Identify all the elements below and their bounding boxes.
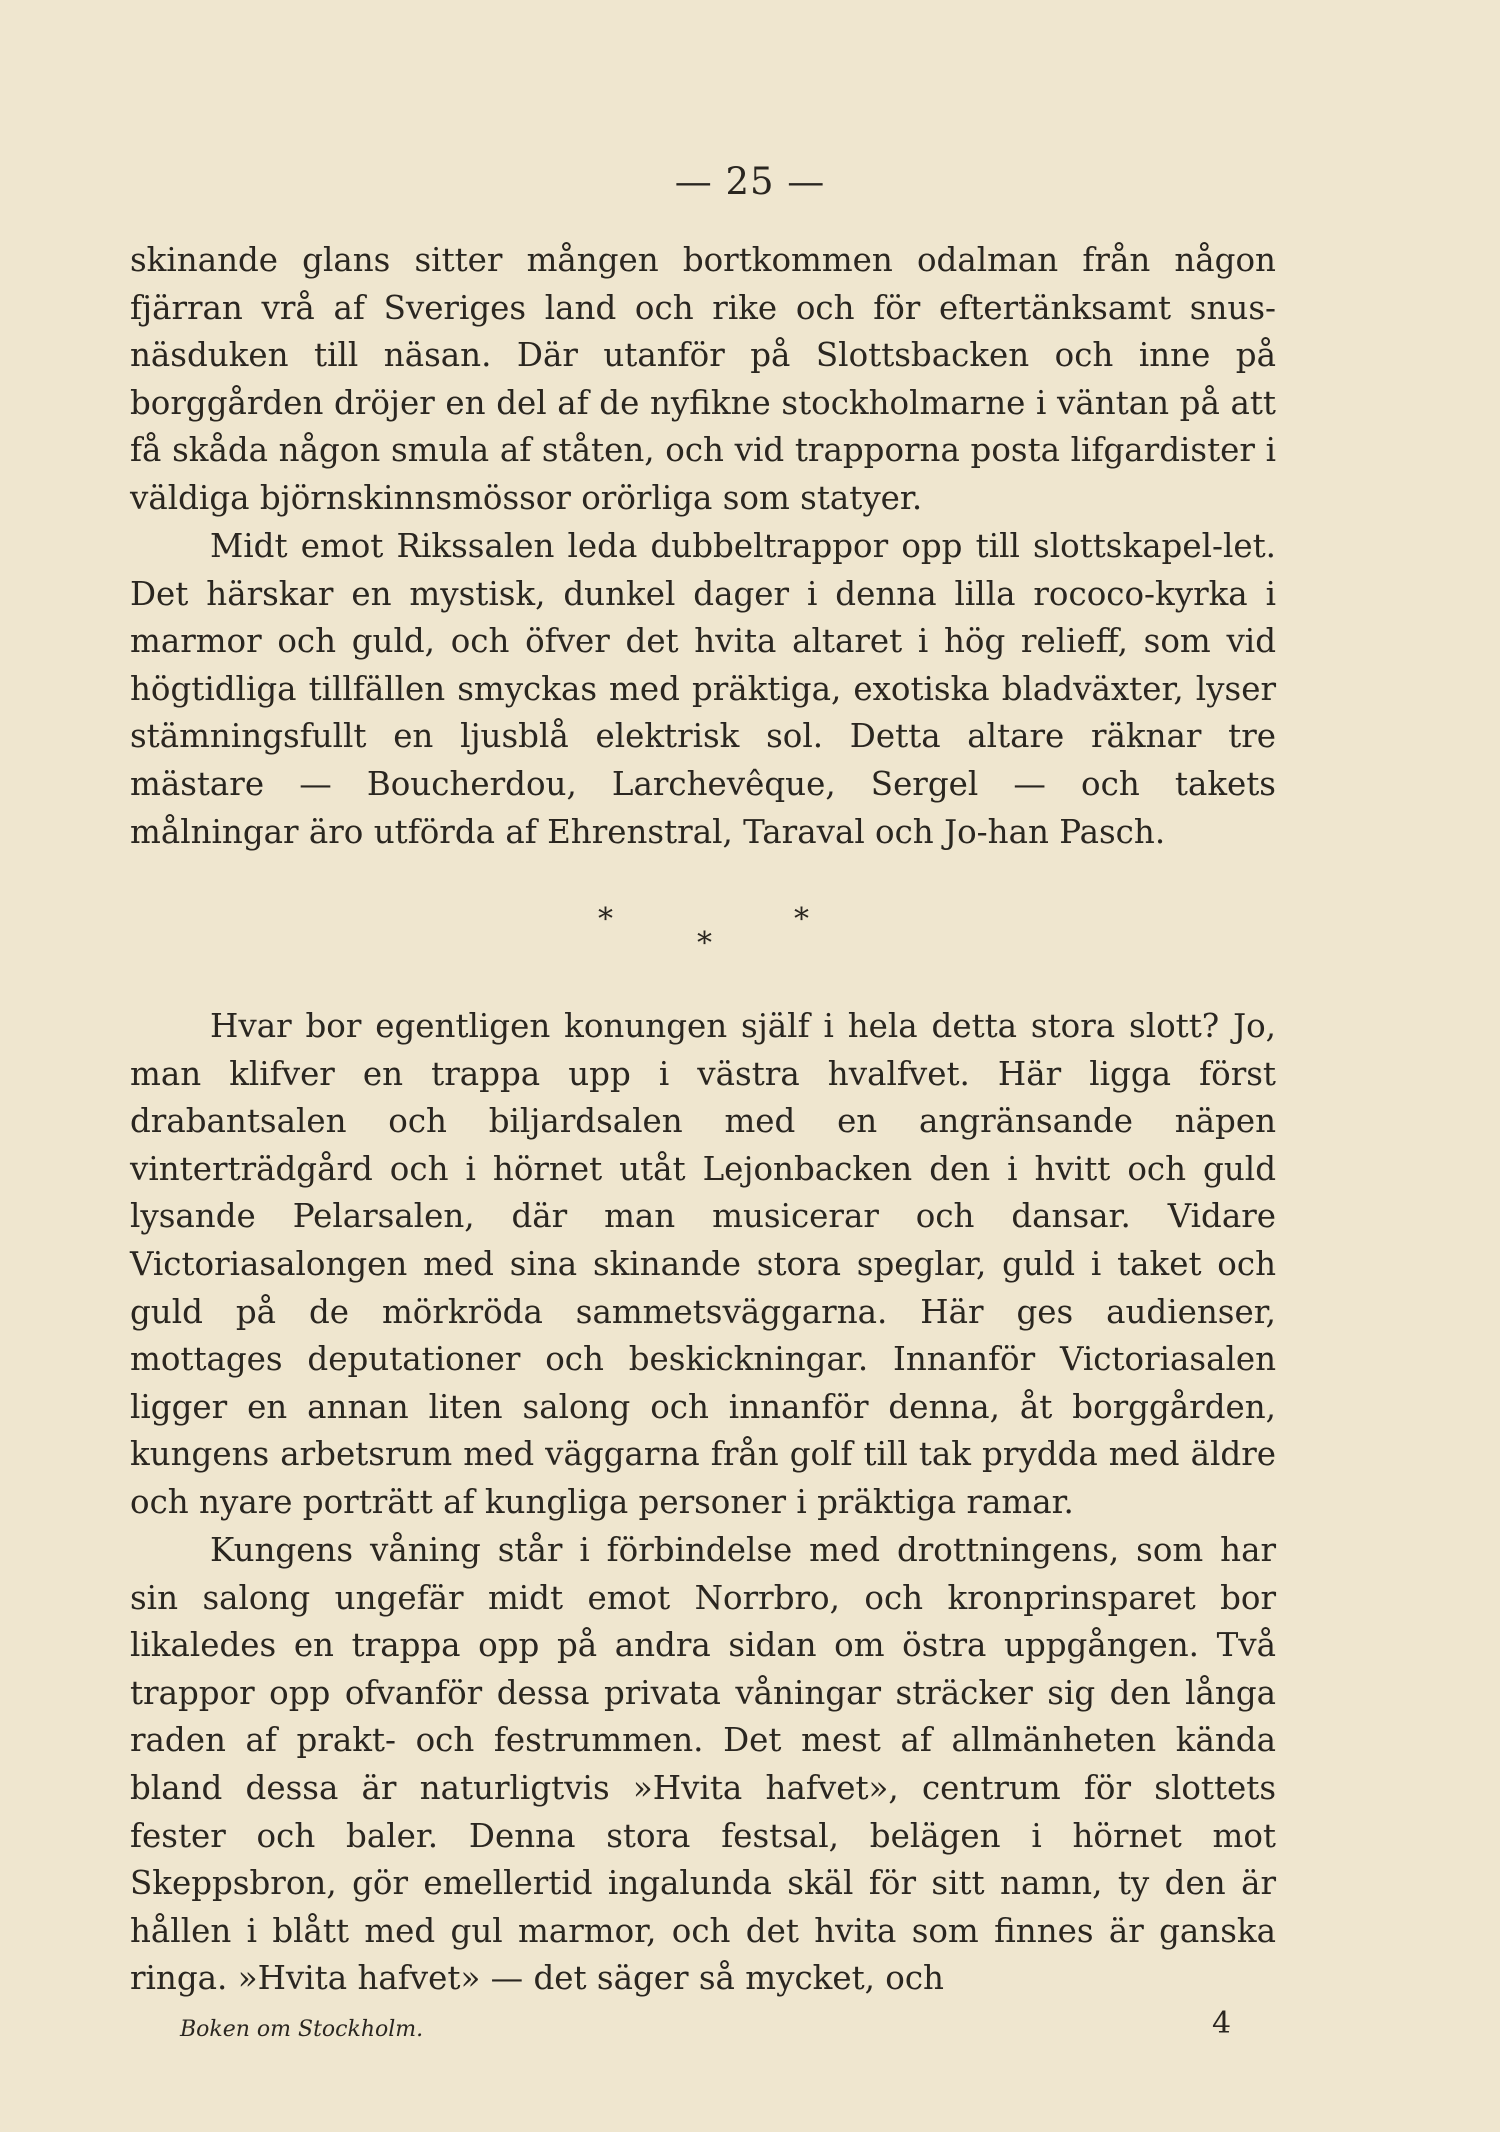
paragraph-text: Midt emot Rikssalen leda dubbeltrappor opp till slottskapel-let. Det härskar en mystisk, dunkel dager i denna lilla rococo-kyrka i marmor och guld, och öfver det hvita altaret i hög relieff, som vid högtidliga tillfällen smyckas med präktiga, exotiska bladväxter, lyser stämningsfullt en ljusblå elektrisk sol. Detta altare räknar tre mästare — Boucherdou, Larchevêque, Sergel — och takets målningar äro utförda af Ehrenstral, Taraval och Jo-han Pasch. (130, 527, 1276, 851)
paragraph-4 (130, 1527, 1276, 2003)
paragraph-1 (130, 237, 1276, 523)
signature-number: 4 (1212, 2006, 1232, 2041)
paragraph-3 (130, 1003, 1276, 1527)
divider-star-left: * (598, 902, 613, 937)
paragraph-text: Hvar bor egentligen konungen själf i hela detta stora slott? Jo, man klifver en trappa upp i västra hvalfvet. Här ligga först drabantsalen och biljardsalen med en angränsande näpen vinterträdgård och i hörnet utåt Lejonbacken den i hvitt och guld lysande Pelarsalen, där man musicerar och dansar. Vidare Victoriasalongen med sina skinande stora speglar, guld i taket och guld på de mörkröda sammetsväggarna. Här ges audienser, mottages deputationer och beskickningar. Innanför Victoriasalen ligger en annan liten salong och innanför denna, åt borggården, kungens arbetsrum med väggarna från golf till tak prydda med äldre och nyare porträtt af kungliga personer i präktiga ramar. (130, 1007, 1276, 1521)
paragraph-text: Kungens våning står i förbindelse med drottningens, som har sin salong ungefär midt emot Norrbro, och kronprinsparet bor likaledes en trappa opp på andra sidan om östra uppgången. Två trappor opp ofvanför dessa privata våningar sträcker sig den långa raden af prakt- och festrummen. Det mest af allmänheten kända bland dessa är naturligtvis »Hvita hafvet», centrum för slottets fester och baler. Denna stora festsal, belägen i hörnet mot Skeppsbron, gör emellertid ingalunda skäl för sitt namn, ty den är hållen i blått med gul marmor, och det hvita som finnes är ganska ringa. »Hvita hafvet» — det säger så mycket, och (130, 1531, 1276, 1998)
page-number: — 25 — (674, 160, 826, 203)
divider-star-right: * (794, 902, 809, 937)
book-title-footer: Boken om Stockholm. (180, 2017, 424, 2042)
paragraph-text: skinande glans sitter mången bortkommen odalman från någon fjärran vrå af Sveriges land och rike och för eftertänksamt snus-näsduken till näsan. Där utanför på Slottsbacken och inne på borggården dröjer en del af de nyfikne stockholmarne i väntan på att få skåda någon smula af ståten, och vid trapporna posta lifgardister i väldiga björnskinnsmössor orörliga som statyer. (130, 241, 1276, 517)
divider-star-center: * (697, 926, 712, 961)
section-divider (0, 895, 1500, 965)
paragraph-2 (130, 523, 1276, 856)
